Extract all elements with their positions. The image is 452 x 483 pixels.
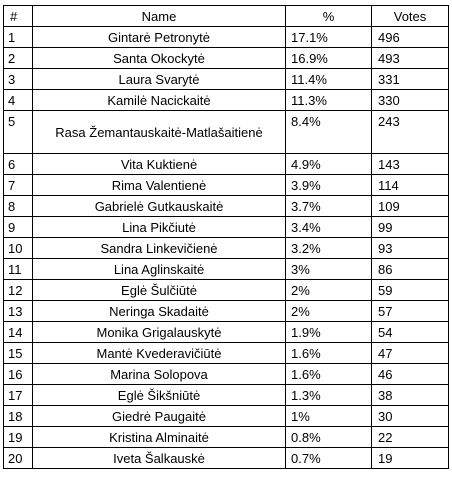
table-row	[4, 385, 449, 406]
cell-votes: 38	[372, 385, 449, 406]
table-row	[4, 259, 449, 280]
cell-name: Iveta Šalkauskė	[33, 448, 286, 469]
cell-number: 17	[4, 385, 33, 406]
cell-number: 16	[4, 364, 33, 385]
cell-number: 8	[4, 196, 33, 217]
cell-votes: 114	[372, 175, 449, 196]
cell-name: Sandra Linkevičienė	[33, 238, 286, 259]
table-row	[4, 175, 449, 196]
cell-name: Vita Kuktienė	[33, 154, 286, 175]
table-row	[4, 427, 449, 448]
cell-percent: 1.6%	[286, 343, 372, 364]
cell-number: 15	[4, 343, 33, 364]
cell-number: 14	[4, 322, 33, 343]
cell-percent: 0.7%	[286, 448, 372, 469]
header-number: #	[4, 6, 33, 27]
table-row	[4, 69, 449, 90]
cell-votes: 22	[372, 427, 449, 448]
cell-number: 18	[4, 406, 33, 427]
cell-name: Kamilė Nacickaitė	[33, 90, 286, 111]
cell-percent: 1.9%	[286, 322, 372, 343]
cell-votes: 99	[372, 217, 449, 238]
cell-votes: 496	[372, 27, 449, 48]
table-row	[4, 48, 449, 69]
cell-number: 12	[4, 280, 33, 301]
cell-name: Neringa Skadaitė	[33, 301, 286, 322]
cell-percent: 1.3%	[286, 385, 372, 406]
cell-percent: 8.4%	[286, 111, 372, 154]
cell-percent: 0.8%	[286, 427, 372, 448]
cell-name: Mantė Kvederavičiūtė	[33, 343, 286, 364]
cell-name: Giedrė Paugaitė	[33, 406, 286, 427]
cell-name: Eglė Šikšniūtė	[33, 385, 286, 406]
cell-percent: 17.1%	[286, 27, 372, 48]
cell-name: Monika Grigalauskytė	[33, 322, 286, 343]
cell-votes: 59	[372, 280, 449, 301]
cell-percent: 11.4%	[286, 69, 372, 90]
table-row	[4, 238, 449, 259]
cell-percent: 1.6%	[286, 364, 372, 385]
cell-number: 3	[4, 69, 33, 90]
cell-votes: 243	[372, 111, 449, 154]
cell-percent: 2%	[286, 280, 372, 301]
cell-percent: 3.9%	[286, 175, 372, 196]
cell-votes: 493	[372, 48, 449, 69]
cell-percent: 3.4%	[286, 217, 372, 238]
cell-number: 10	[4, 238, 33, 259]
header-name: Name	[33, 6, 286, 27]
table-row	[4, 280, 449, 301]
cell-name: Lina Pikčiutė	[33, 217, 286, 238]
table-row	[4, 217, 449, 238]
cell-number: 6	[4, 154, 33, 175]
cell-number: 4	[4, 90, 33, 111]
table-row	[4, 27, 449, 48]
cell-votes: 93	[372, 238, 449, 259]
cell-percent: 3%	[286, 259, 372, 280]
cell-name: Laura Svarytė	[33, 69, 286, 90]
cell-percent: 11.3%	[286, 90, 372, 111]
cell-name: Gintarė Petronytė	[33, 27, 286, 48]
cell-votes: 54	[372, 322, 449, 343]
table-row	[4, 196, 449, 217]
cell-name: Gabrielė Gutkauskaitė	[33, 196, 286, 217]
cell-votes: 19	[372, 448, 449, 469]
header-percent: %	[286, 6, 372, 27]
cell-votes: 109	[372, 196, 449, 217]
table-row	[4, 406, 449, 427]
cell-number: 2	[4, 48, 33, 69]
cell-number: 19	[4, 427, 33, 448]
cell-votes: 30	[372, 406, 449, 427]
table-row	[4, 343, 449, 364]
cell-number: 13	[4, 301, 33, 322]
cell-percent: 2%	[286, 301, 372, 322]
results-table	[3, 5, 449, 469]
cell-number: 9	[4, 217, 33, 238]
cell-number: 11	[4, 259, 33, 280]
cell-percent: 3.2%	[286, 238, 372, 259]
cell-name: Lina Aglinskaitė	[33, 259, 286, 280]
table-row	[4, 154, 449, 175]
header-votes: Votes	[372, 6, 449, 27]
cell-percent: 3.7%	[286, 196, 372, 217]
table-row	[4, 90, 449, 111]
cell-votes: 143	[372, 154, 449, 175]
cell-name: Rima Valentienė	[33, 175, 286, 196]
table-row	[4, 364, 449, 385]
table-row	[4, 322, 449, 343]
cell-name: Eglė Šulčiūtė	[33, 280, 286, 301]
cell-votes: 331	[372, 69, 449, 90]
cell-votes: 57	[372, 301, 449, 322]
cell-percent: 1%	[286, 406, 372, 427]
cell-name: Rasa Žemantauskaitė-Matlašaitienė	[33, 111, 286, 154]
cell-name: Kristina Alminaitė	[33, 427, 286, 448]
table-row	[4, 111, 449, 154]
cell-votes: 330	[372, 90, 449, 111]
cell-votes: 86	[372, 259, 449, 280]
cell-name: Marina Solopova	[33, 364, 286, 385]
cell-number: 7	[4, 175, 33, 196]
table-row	[4, 301, 449, 322]
cell-percent: 4.9%	[286, 154, 372, 175]
cell-percent: 16.9%	[286, 48, 372, 69]
cell-number: 5	[4, 111, 33, 154]
cell-number: 20	[4, 448, 33, 469]
table-row	[4, 448, 449, 469]
header-row	[4, 6, 449, 27]
cell-votes: 47	[372, 343, 449, 364]
cell-number: 1	[4, 27, 33, 48]
cell-votes: 46	[372, 364, 449, 385]
cell-name: Santa Okockytė	[33, 48, 286, 69]
